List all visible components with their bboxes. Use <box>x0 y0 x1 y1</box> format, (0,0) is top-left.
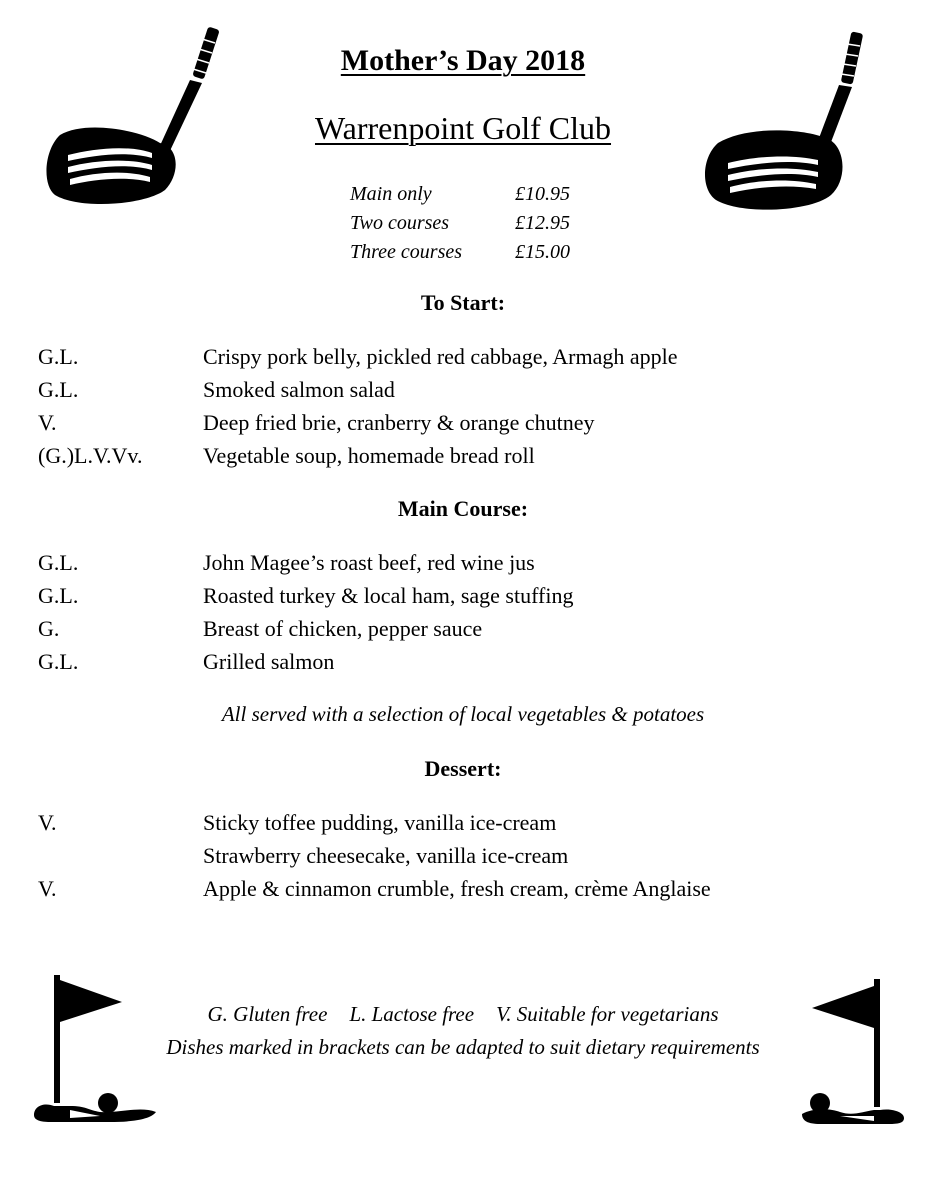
dietary-code: G. <box>38 616 60 641</box>
dietary-disclaimer: Dishes marked in brackets can be adapted to suit dietary requirements <box>166 1035 760 1059</box>
legend-gluten: G. Gluten free <box>207 1002 328 1026</box>
price-row <box>350 238 570 267</box>
dietary-code: G.L. <box>38 649 79 674</box>
price-row <box>350 180 570 209</box>
dish-name: John Magee’s roast beef, red wine jus <box>203 550 535 575</box>
dish-name: Crispy pork belly, pickled red cabbage, Armagh apple <box>203 344 678 369</box>
mains-heading: Main Course: <box>397 496 529 521</box>
dietary-code: V. <box>38 410 57 435</box>
price-label: Main only <box>350 183 432 205</box>
dish-name: Grilled salmon <box>203 649 335 674</box>
starters-heading: To Start: <box>420 290 506 315</box>
dish-name: Deep fried brie, cranberry & orange chutney <box>203 410 595 435</box>
price-row <box>350 209 570 238</box>
dietary-code: V. <box>38 876 57 901</box>
price-list <box>350 180 570 267</box>
price-label: Three courses <box>350 241 463 263</box>
dish-name: Apple & cinnamon crumble, fresh cream, crème Anglaise <box>203 876 711 901</box>
price-value: £10.95 <box>515 183 570 205</box>
dietary-code: G.L. <box>38 377 79 402</box>
price-value: £12.95 <box>515 212 570 234</box>
dish-name: Sticky toffee pudding, vanilla ice-cream <box>203 810 557 835</box>
desserts-heading: Dessert: <box>424 756 502 781</box>
menu-title: Mother’s Day 2018 <box>340 44 586 77</box>
price-value: £15.00 <box>515 241 570 263</box>
dietary-code: (G.)L.V.Vv. <box>38 443 143 468</box>
dietary-code: G.L. <box>38 344 79 369</box>
price-label: Two courses <box>350 212 450 234</box>
dietary-code: G.L. <box>38 583 79 608</box>
mains-note: All served with a selection of local vegetables & potatoes <box>221 702 705 726</box>
dish-name: Breast of chicken, pepper sauce <box>203 616 483 641</box>
dish-name: Smoked salmon salad <box>203 377 395 402</box>
club-name: Warrenpoint Golf Club <box>314 110 612 146</box>
dish-name: Strawberry cheesecake, vanilla ice-cream <box>203 843 569 868</box>
dietary-code: G.L. <box>38 550 79 575</box>
legend-lactose: L. Lactose free <box>349 1002 475 1026</box>
dietary-code: V. <box>38 810 57 835</box>
dietary-legend <box>0 1002 926 1027</box>
legend-vegetarian: V. Suitable for vegetarians <box>496 1002 719 1026</box>
dish-name: Roasted turkey & local ham, sage stuffing <box>203 583 574 608</box>
dish-name: Vegetable soup, homemade bread roll <box>203 443 535 468</box>
